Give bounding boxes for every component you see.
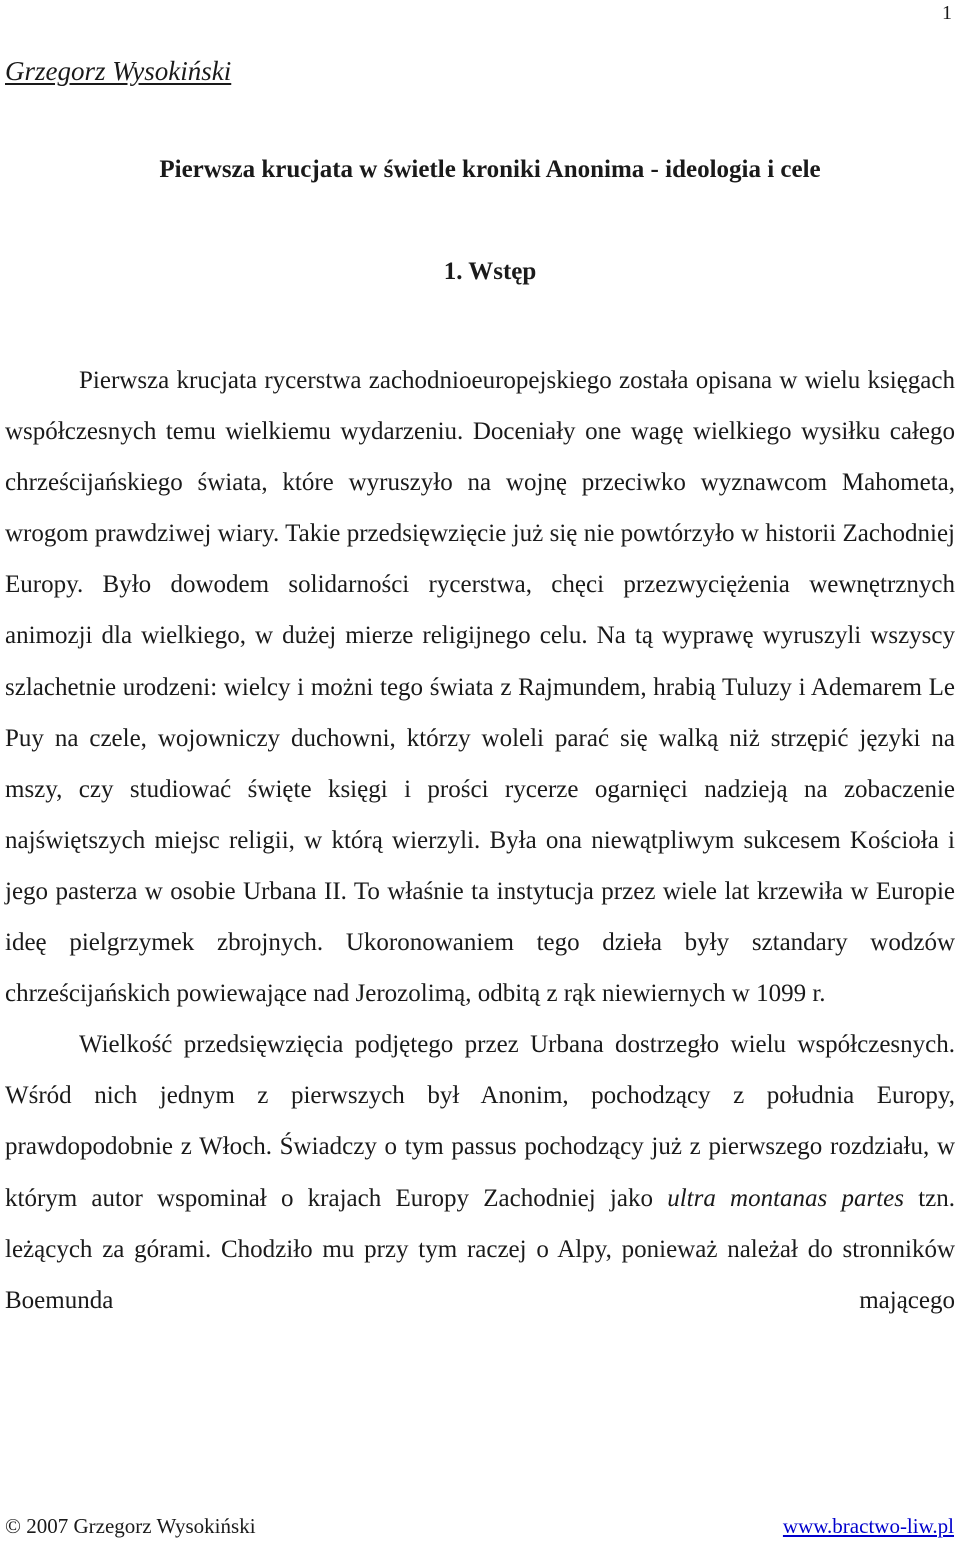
document-title: Pierwsza krucjata w świetle kroniki Anonima - ideologia i cele — [159, 156, 821, 183]
author-name: Grzegorz Wysokiński — [5, 56, 232, 86]
body-text — [5, 355, 955, 1326]
paragraph-2-text-a: Wielkość przedsięwzięcia podjętego przez Urbana dostrzegło wielu współczesnych. Wśród nich jednym z pierwszych był Anonim, pochodzący z południa Europy, prawdopodobnie z Włoch. Świadczy o tym passus pochodzący już z pierwszego rozdziału, w którym autor wspominał o krajach Europy Zachodniej jako — [5, 1031, 955, 1212]
footer-copyright: © 2007 Grzegorz Wysokiński — [5, 1514, 256, 1539]
footer-website-link[interactable]: www.bractwo-liw.pl — [782, 1514, 954, 1538]
page-number: 1 — [942, 2, 952, 24]
paragraph-2 — [5, 1019, 955, 1326]
paragraph-1-text: Pierwsza krucjata rycerstwa zachodnioeuropejskiego została opisana w wielu księgach współczesnych temu wielkiemu wydarzeniu. Doceniały one wagę wielkiego wysiłku całego chrześcijańskiego świata, które wyruszyło na wojnę przeciwko wyznawcom Mahometa, wrogom prawdziwej wiary. Takie przedsięwzięcie już się nie powtórzyło w historii Zachodniej Europy. Było dowodem solidarności rycerstwa, chęci przezwyciężenia wewnętrznych animozji dla wielkiego, w dużej mierze religijnego celu. Na tą wyprawę wyruszyli wszyscy szlachetnie urodzeni: wielcy i możni tego świata z Rajmundem, hrabią Tuluzy i Ademarem Le Puy na czele, wojowniczy duchowni, którzy woleli parać się walką niż strzępić języki na mszy, czy studiować święte księgi i prości rycerze ogarnięci nadzieją na zobaczenie najświętszych miejsc religii, w którą wierzyli. Była ona niewątpliwym sukcesem Kościoła i jego pasterza w osobie Urbana II. To właśnie ta instytucja przez wiele lat krzewiła w Europie ideę pielgrzymek zbrojnych. Ukoronowaniem tego dzieła były sztandary wodzów chrześcijańskich powiewające nad Jerozolimą, odbitą z rąk niewiernych w 1099 r. — [5, 367, 955, 1008]
latin-phrase: ultra montanas partes — [667, 1184, 904, 1212]
paragraph-1 — [5, 355, 955, 1019]
page-footer — [5, 1514, 954, 1539]
paragraph-2-text-b: tzn. leżących za górami. Chodziło mu przy tym raczej o Alpy, ponieważ należał do stronników Boemunda mającego — [5, 1184, 956, 1314]
section-heading: 1. Wstęp — [443, 258, 537, 285]
